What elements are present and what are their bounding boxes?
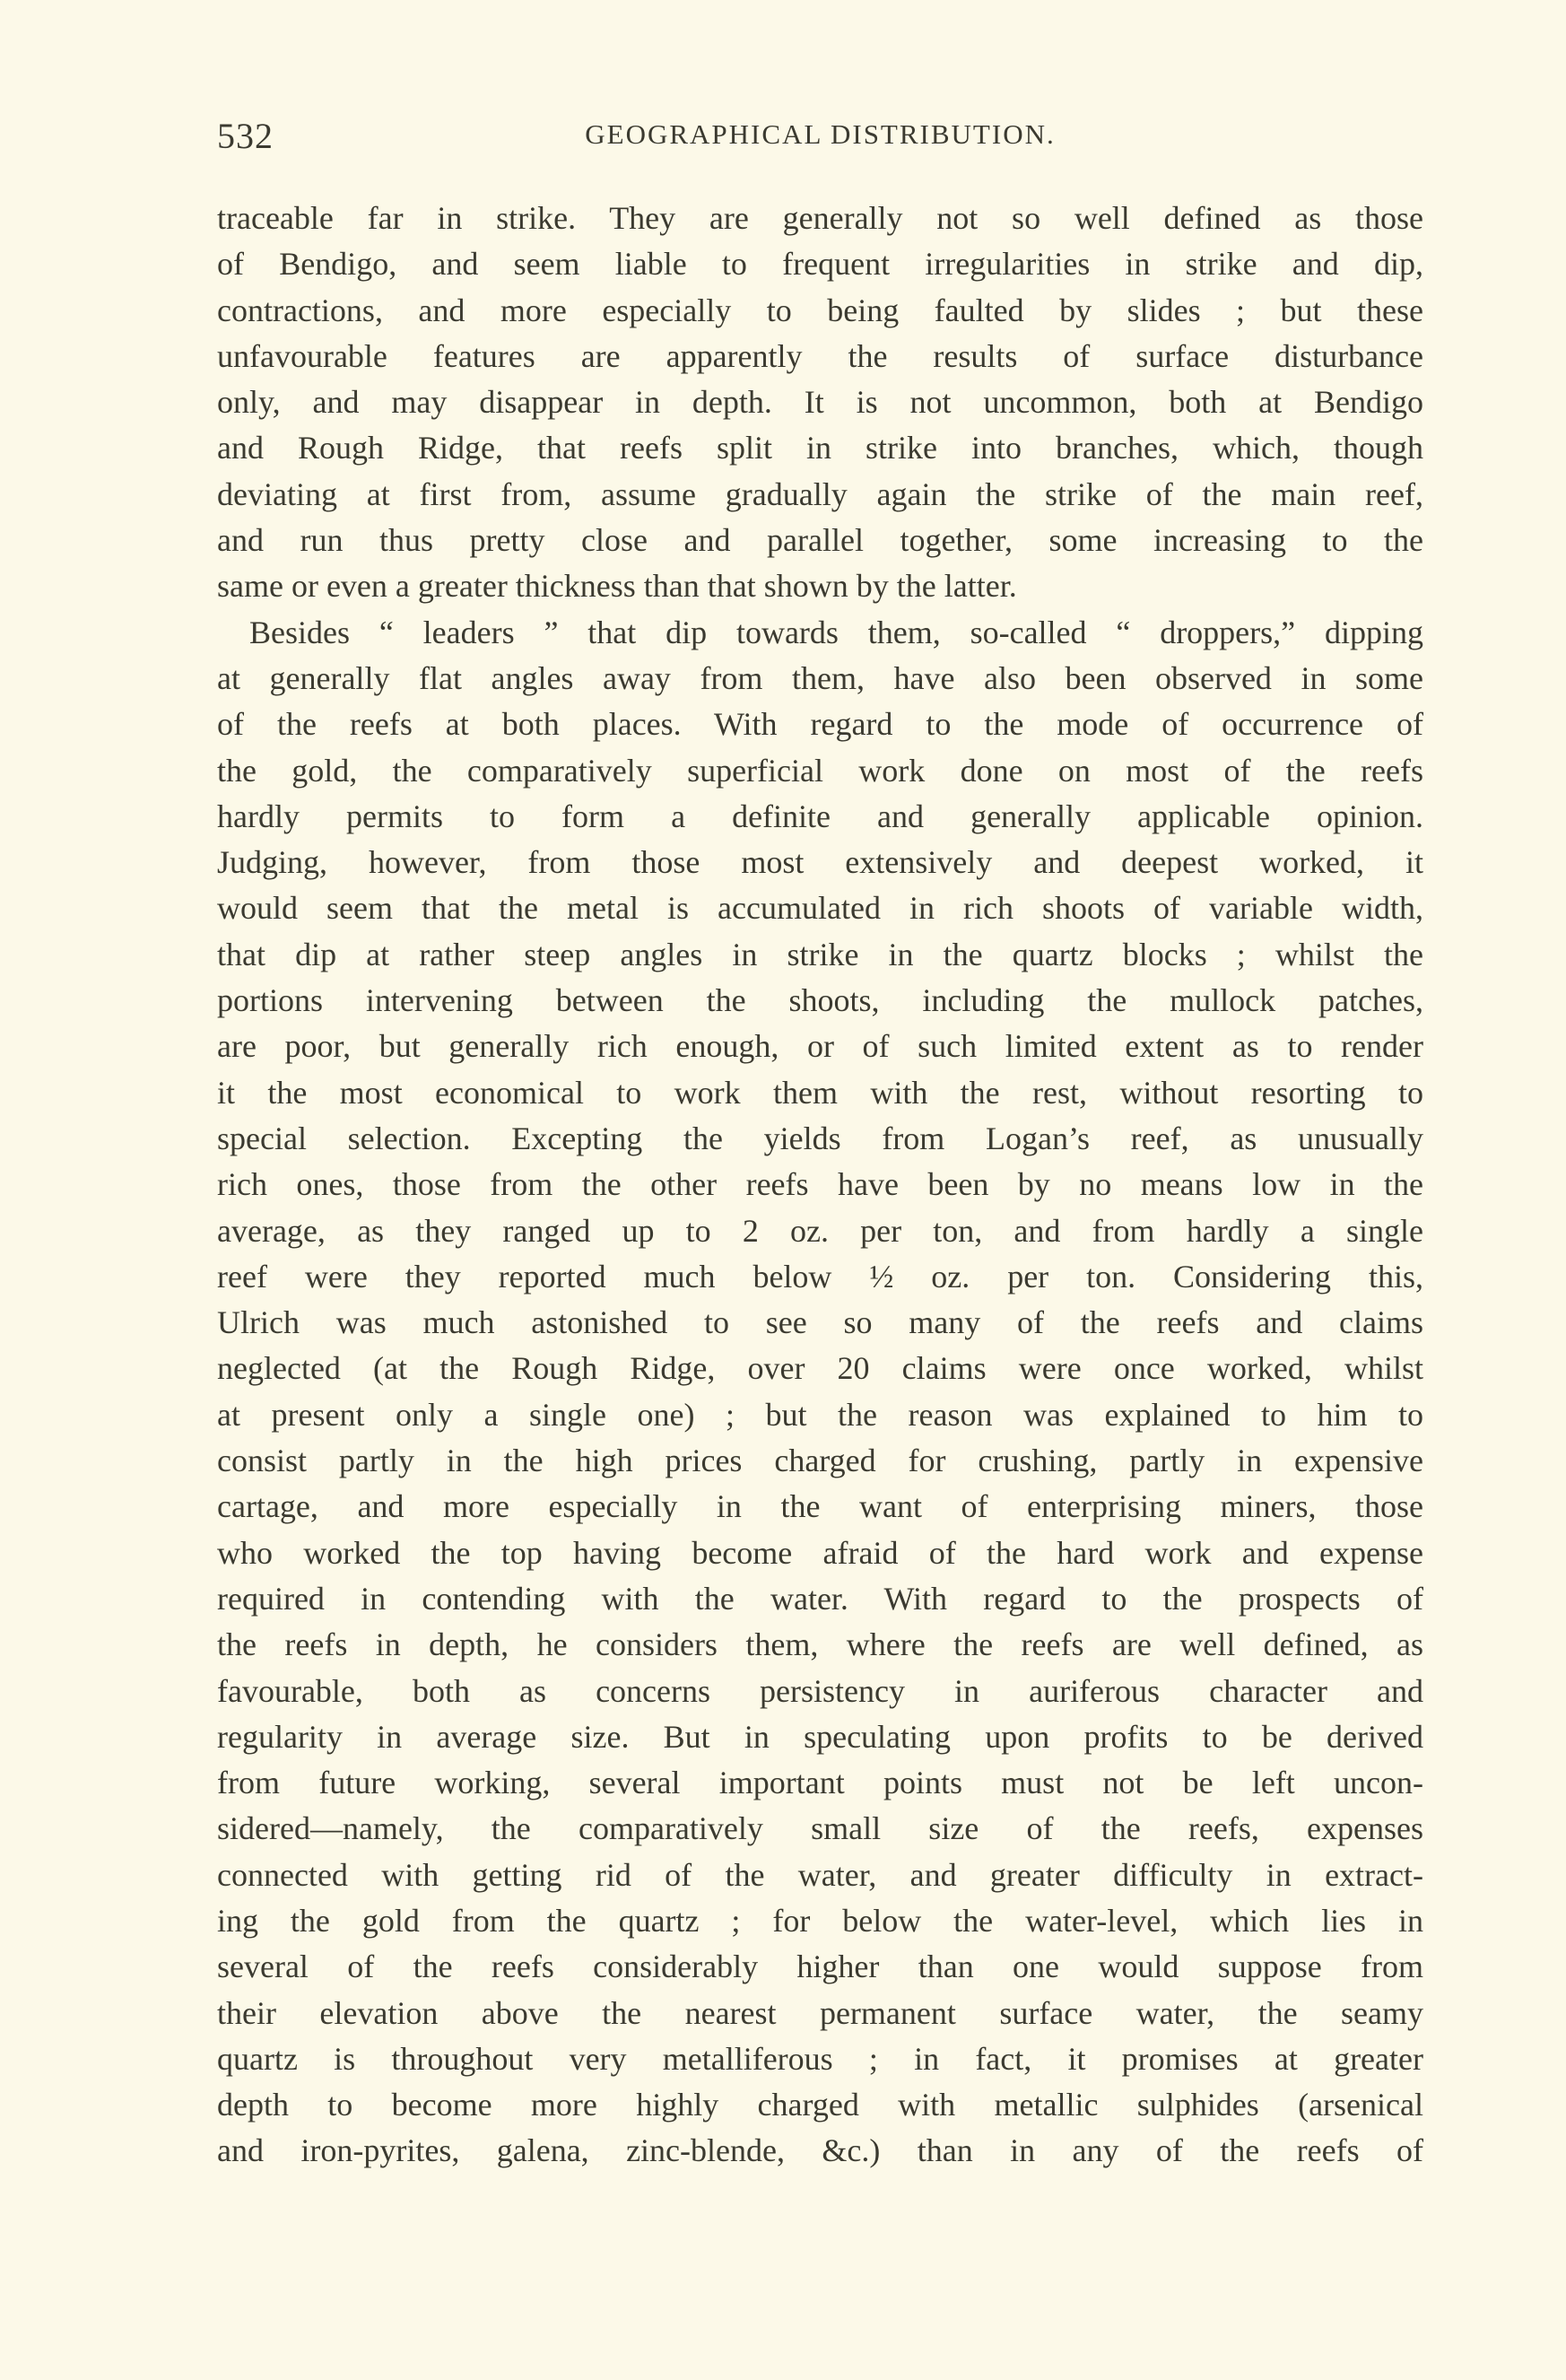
text-line: unfavourable features are apparently the results of surface disturbance bbox=[217, 337, 1423, 374]
text-line: from future working, several important points must not be left uncon- bbox=[217, 1765, 1423, 1801]
text-line: would seem that the metal is accumulated in rich shoots of variable width, bbox=[217, 890, 1423, 927]
text-line: of the reefs at both places. With regard to the mode of occurrence of bbox=[217, 706, 1423, 743]
text-line: at generally flat angles away from them, have also been observed in some bbox=[217, 659, 1423, 696]
text-line: hardly permits to form a definite and generally applicable opinion. bbox=[217, 798, 1423, 834]
text-line: ing the gold from the quartz ; for below the water-level, which lies in bbox=[217, 1902, 1423, 1939]
text-line: average, as they ranged up to 2 oz. per ton, and from hardly a single bbox=[217, 1212, 1423, 1249]
text-line: and run thus pretty close and parallel together, some increasing to the bbox=[217, 522, 1423, 559]
text-line: cartage, and more especially in the want of enterprising miners, those bbox=[217, 1488, 1423, 1525]
text-line: their elevation above the nearest permanent surface water, the seamy bbox=[217, 1994, 1423, 2031]
text-line: it the most economical to work them with the rest, without resorting to bbox=[217, 1074, 1423, 1111]
text-line: who worked the top having become afraid of the hard work and expense bbox=[217, 1534, 1423, 1571]
text-line: consist partly in the high prices charged for crushing, partly in expensive bbox=[217, 1443, 1423, 1479]
text-line: reef were they reported much below ½ oz. per ton. Considering this, bbox=[217, 1258, 1423, 1295]
text-line: that dip at rather steep angles in strike in the quartz blocks ; whilst the bbox=[217, 936, 1423, 972]
text-line: rich ones, those from the other reefs have been by no means low in the bbox=[217, 1166, 1423, 1203]
text-line: regularity in average size. But in speculating upon profits to be derived bbox=[217, 1718, 1423, 1755]
text-line: portions intervening between the shoots, including the mullock patches, bbox=[217, 982, 1423, 1019]
text-line: required in contending with the water. With regard to the prospects of bbox=[217, 1580, 1423, 1617]
text-line: quartz is throughout very metalliferous ; in fact, it promises at greater bbox=[217, 2040, 1423, 2077]
text-line: Judging, however, from those most extensively and deepest worked, it bbox=[217, 844, 1423, 881]
page-number: 532 bbox=[217, 116, 274, 156]
text-line: are poor, but generally rich enough, or of such limited extent as to render bbox=[217, 1028, 1423, 1065]
text-line: Ulrich was much astonished to see so many of the reefs and claims bbox=[217, 1304, 1423, 1341]
text-line: neglected (at the Rough Ridge, over 20 claims were once worked, whilst bbox=[217, 1350, 1423, 1387]
text-line: the gold, the comparatively superficial work done on most of the reefs bbox=[217, 752, 1423, 789]
page-header bbox=[217, 115, 1423, 160]
text-line: sidered—namely, the comparatively small size of the reefs, expenses bbox=[217, 1810, 1423, 1847]
text-line: only, and may disappear in depth. It is not uncommon, both at Bendigo bbox=[217, 384, 1423, 421]
text-line: of Bendigo, and seem liable to frequent irregularities in strike and dip, bbox=[217, 246, 1423, 283]
text-line: deviating at first from, assume gradually again the strike of the main reef, bbox=[217, 475, 1423, 512]
text-line: Besides “ leaders ” that dip towards them, so-called “ droppers,” dipping bbox=[249, 614, 1423, 650]
text-line: traceable far in strike. They are generally not so well defined as those bbox=[217, 200, 1423, 236]
text-line: at present only a single one) ; but the reason was explained to him to bbox=[217, 1396, 1423, 1433]
text-line: contractions, and more especially to being faulted by slides ; but these bbox=[217, 292, 1423, 328]
text-line: depth to become more highly charged with metallic sulphides (arsenical bbox=[217, 2087, 1423, 2123]
text-line: same or even a greater thickness than that shown by the latter. bbox=[217, 568, 1017, 605]
text-line: and iron-pyrites, galena, zinc-blende, &c.) than in any of the reefs of bbox=[217, 2132, 1423, 2169]
text-line: special selection. Excepting the yields from Logan’s reef, as unusually bbox=[217, 1120, 1423, 1156]
running-title: GEOGRAPHICAL DISTRIBUTION. bbox=[585, 118, 1056, 150]
text-line: several of the reefs considerably higher than one would suppose from bbox=[217, 1948, 1423, 1985]
text-line: and Rough Ridge, that reefs split in strike into branches, which, though bbox=[217, 430, 1423, 466]
body-text bbox=[217, 196, 1423, 2175]
text-line: connected with getting rid of the water, and greater difficulty in extract- bbox=[217, 1856, 1423, 1893]
text-line: favourable, both as concerns persistency in auriferous character and bbox=[217, 1672, 1423, 1709]
text-line: the reefs in depth, he considers them, where the reefs are well defined, as bbox=[217, 1626, 1423, 1663]
